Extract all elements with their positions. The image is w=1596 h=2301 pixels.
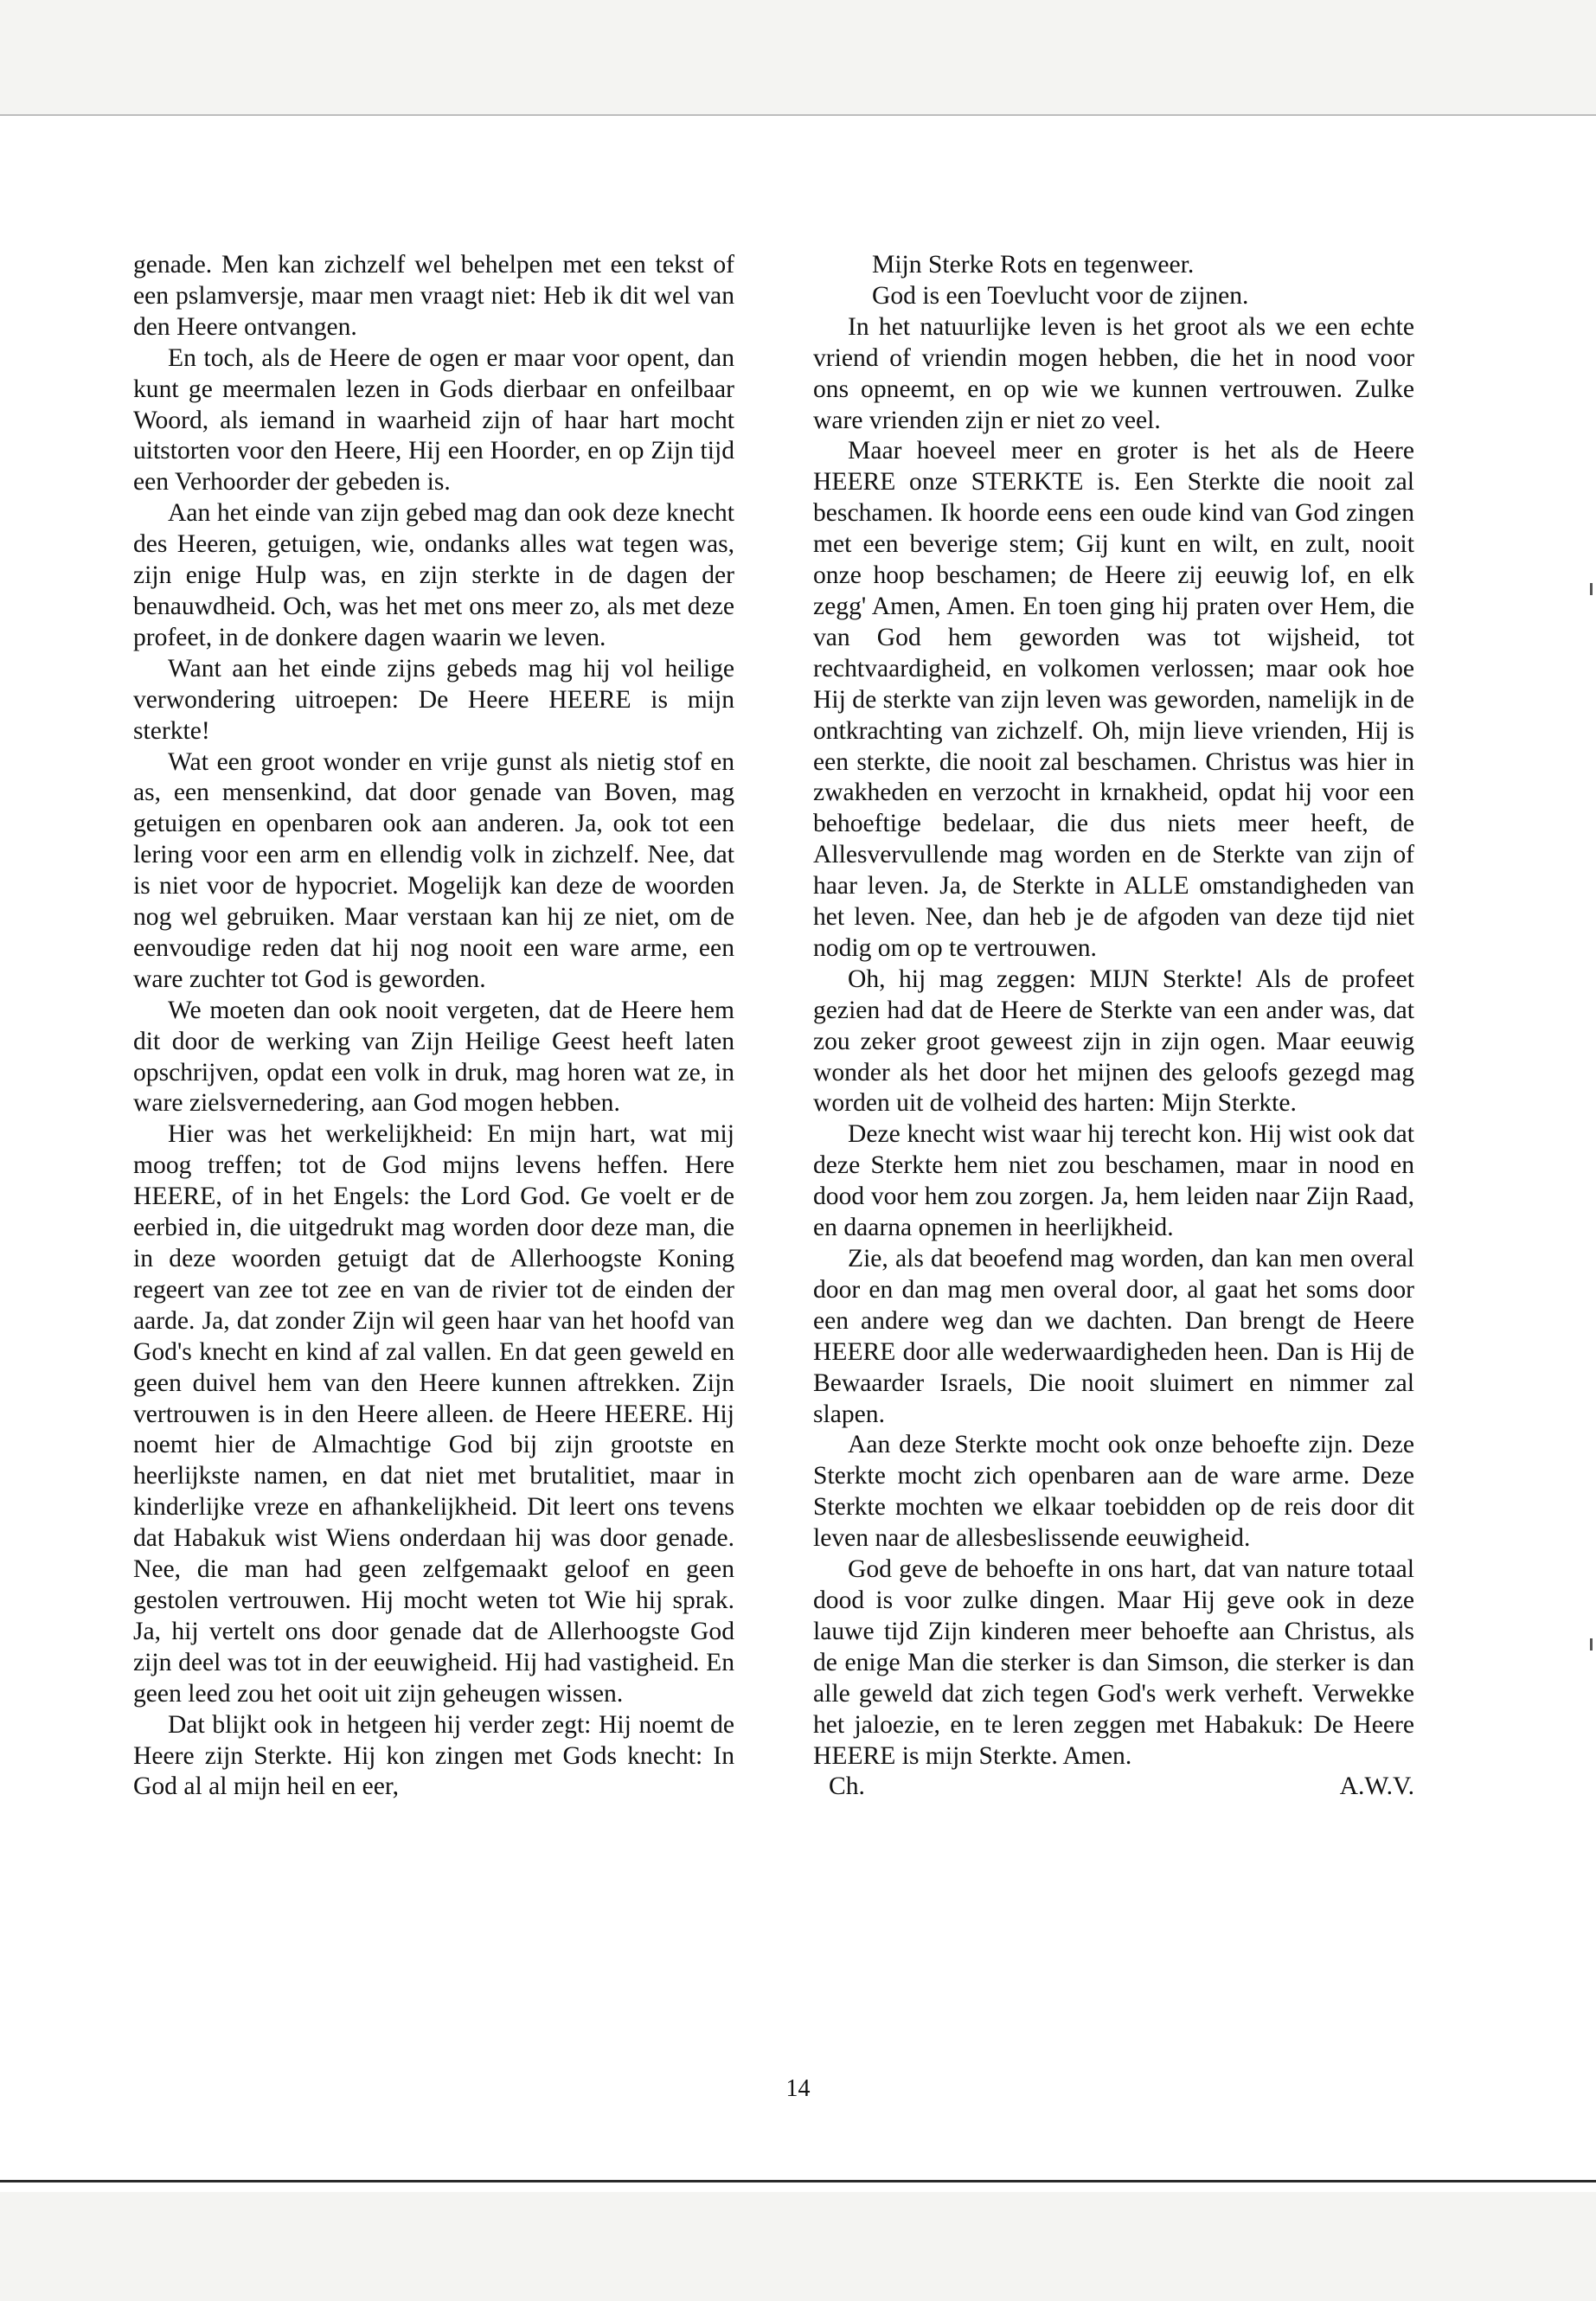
paragraph: Want aan het einde zijns gebeds mag hij vol heilige verwondering uitroepen: De Heere HEERE is mijn sterkte! [133, 654, 734, 745]
scan-edge-mark [1590, 583, 1593, 595]
paragraph: God geve de behoefte in ons hart, dat van nature totaal dood is voor zulke dingen. Maar Hij geve ook in deze lauwe tijd Zijn kinderen meer behoefte aan Christus, als de enige Man die sterker is dan Simson, die sterker is dan alle geweld dat zich tegen God's werk verheft. Verwekke het jaloezie, en te leren zeggen met Habakuk: De Heere HEERE is mijn Sterkte. Amen. [813, 1555, 1414, 1770]
paragraph: Zie, als dat beoefend mag worden, dan kan men overal door en dan mag men overal door, al gaat het soms door een andere weg dan we dachten. Dan brengt de Heere HEERE door alle wederwaardigheden heen. Dan is Hij de Bewaarder Israels, Die nooit sluimert en nimmer zal slapen. [813, 1245, 1414, 1428]
paragraph: Hier was het werkelijkheid: En mijn hart, wat mij moog treffen; tot de God mijns levens heffen. Here HEERE, of in het Engels: the Lord God. Ge voelt er de eerbied in, die uitgedrukt mag worden door deze man, die in deze woorden getuigt dat de Allerhoogste Koning regeert van zee tot zee en van de rivier tot de einden der aarde. Ja, dat zonder Zijn wil geen haar van het hoofd van God's knecht en kind af zal vallen. En dat geen geweld en geen duivel hem van den Heere kunnen aftrekken. Zijn vertrouwen is in den Heere alleen. de Heere HEERE. Hij noemt hier de Almachtige God bij zijn grootste en heerlijkste namen, en dat niet met brutalitiet, maar in kinderlijke vreze en afhankelijkheid. Dit leert ons tevens dat Habakuk wist Wiens onderdaan hij was door genade. Nee, die man had geen zelfgemaakt geloof en geen gestolen vertrouwen. Hij mocht weten tot Wie hij sprak. Ja, hij vertelt ons door genade dat de Allerhoogste God zijn deel was tot in der eeuwigheid. Hij had vastigheid. En geen leed zou het ooit uit zijn geheugen wissen. [133, 1120, 734, 1708]
left-column [133, 250, 734, 1803]
page-sheet [0, 114, 1596, 2192]
paragraph: genade. Men kan zichzelf wel behelpen met een tekst of een pslamversje, maar men vraagt niet: Heb ik dit wel van den Heere ontvangen. [133, 251, 734, 341]
signature-initials: A.W.V. [1339, 1772, 1414, 1801]
signature-line [813, 1772, 1414, 1803]
verse-line: God is een Toevlucht voor de zijnen. [872, 281, 1249, 310]
paragraph: En toch, als de Heere de ogen er maar voor opent, dan kunt ge meermalen lezen in Gods dierbaar en onfeilbaar Woord, als iemand in waarheid zijn of haar hart mocht uitstorten voor den Heere, Hij een Hoorder, en op Zijn tijd een Verhoorder der gebeden is. [133, 343, 734, 497]
paragraph: Oh, hij mag zeggen: MIJN Sterkte! Als de profeet gezien had dat de Heere de Sterkte van een ander was, dat zou zeker groot geweest zijn in zijn ogen. Maar eeuwig wonder als het door het mijnen des geloofs gezegd mag worden uit de volheid des harten: Mijn Sterkte. [813, 965, 1414, 1118]
paragraph: Deze knecht wist waar hij terecht kon. Hij wist ook dat deze Sterkte hem niet zou beschamen, maar in nood en dood voor hem zou zorgen. Ja, hem leiden naar Zijn Raad, en daarna opnemen in heerlijkheid. [813, 1120, 1414, 1242]
right-column [813, 250, 1414, 1803]
paragraph: Wat een groot wonder en vrije gunst als nietig stof en as, een mensenkind, dat door genade van Boven, mag getuigen en openbaren ook aan anderen. Ja, ook tot een lering voor een arm en ellendig volk in zichzelf. Nee, dat is niet voor de hypocriet. Mogelijk kan deze de woorden nog wel gebruiken. Maar verstaan kan hij ze niet, om de eenvoudige reden dat hij nog nooit een ware arme, een ware zuchter tot God is geworden. [133, 747, 734, 993]
paragraph: Aan het einde van zijn gebed mag dan ook deze knecht des Heeren, getuigen, wie, ondanks alles wat tegen was, zijn enige Hulp was, en zijn sterkte in de dagen der benauwdheid. Och, was het met ons meer zo, als met deze profeet, in de donkere dagen waarin we leven. [133, 499, 734, 651]
scan-edge-mark [1590, 1638, 1593, 1650]
signature-place: Ch. [829, 1772, 865, 1801]
page-number: 14 [785, 2075, 811, 2102]
bottom-rule [0, 2180, 1596, 2182]
verse-line: Mijn Sterke Rots en tegenweer. [872, 251, 1195, 279]
paragraph: Dat blijkt ook in hetgeen hij verder zegt: Hij noemt de Heere zijn Sterkte. Hij kon zingen met Gods knecht: In God al al mijn heil en eer, [133, 1710, 734, 1801]
paragraph: Aan deze Sterkte mocht ook onze behoefte zijn. Deze Sterkte mocht zich openbaren aan de ware arme. Deze Sterkte mochten we elkaar toebidden op de reis door dit leven naar de allesbeslissende eeuwigheid. [813, 1431, 1414, 1553]
paragraph: Maar hoeveel meer en groter is het als de Heere HEERE onze STERKTE is. Een Sterkte die nooit zal beschamen. Ik hoorde eens een oude kind van God zingen met een beverige stem; Gij kunt en wilt, en zult, nooit onze hoop beschamen; de Heere zij eeuwig lof, en elk zegg' Amen, Amen. En toen ging hij praten over Hem, die van God hem geworden was tot wijsheid, tot rechtvaardigheid, en volkomen verlossen; maar ook hoe Hij de sterkte van zijn leven was geworden, namelijk in de ontkrachting van zichzelf. Oh, mijn lieve vrienden, Hij is een sterkte, die nooit zal beschamen. Christus was hier in zwakheden en verzocht in krnakheid, opdat hij voor een behoeftige bedelaar, die dus niets meer heeft, de Allesvervullende mag worden en de Sterkte van zijn of haar leven. Ja, de Sterkte in ALLE omstandigheden van het leven. Nee, dan heb je de afgoden van deze tijd niet nodig om op te vertrouwen. [813, 437, 1414, 962]
paragraph: We moeten dan ook nooit vergeten, dat de Heere hem dit door de werking van Zijn Heilige Geest heeft laten opschrijven, opdat een volk in druk, mag horen wat ze, in ware zielsvernedering, aan God mogen hebben. [133, 996, 734, 1118]
paragraph: In het natuurlijke leven is het groot als we een echte vriend of vriendin mogen hebben, die het in nood voor ons opneemt, en op wie we kunnen vertrouwen. Zulke ware vrienden zijn er niet zo veel. [813, 312, 1414, 434]
